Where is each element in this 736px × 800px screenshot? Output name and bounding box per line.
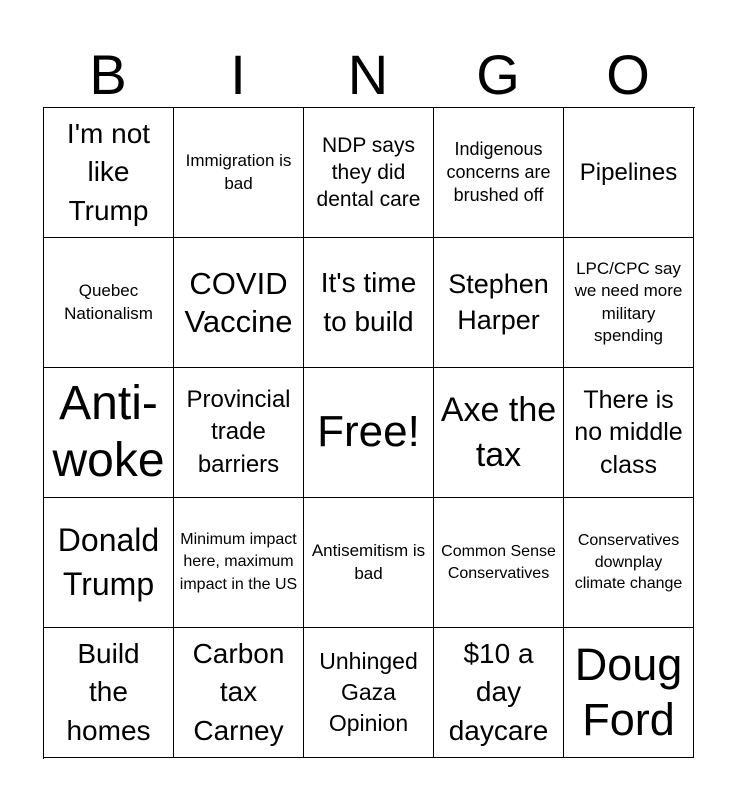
header-letter-n: N [347, 43, 389, 106]
cell-text: Provincial trade barriers [186, 385, 291, 478]
bingo-cell-25[interactable] [564, 628, 694, 758]
bingo-cell-19[interactable] [434, 498, 564, 628]
cell-text: Pipelines [579, 158, 678, 186]
cell-text: I'm not like Trump [66, 117, 151, 226]
bingo-cell-5[interactable] [564, 108, 694, 238]
bingo-cell-6[interactable] [44, 238, 174, 368]
cell-text: Axe the tax [440, 391, 557, 474]
cell-text: COVID Vaccine [184, 265, 293, 339]
bingo-cell-23[interactable] [304, 628, 434, 758]
bingo-cell-15[interactable] [564, 368, 694, 498]
cell-text: Carbon tax Carney [192, 637, 285, 746]
bingo-cell-11[interactable] [44, 368, 174, 498]
cell-text: LPC/CPC say we need more military spending [574, 259, 683, 345]
cell-text: $10 a day daycare [448, 637, 549, 746]
bingo-cell-9[interactable] [434, 238, 564, 368]
bingo-cell-20[interactable] [564, 498, 694, 628]
cell-text: Stephen Harper [448, 268, 549, 335]
cell-text: Antisemitism is bad [311, 541, 426, 583]
cell-text: Quebec Nationalism [64, 281, 153, 323]
cell-text: It's time to build [320, 266, 417, 337]
bingo-cell-22[interactable] [174, 628, 304, 758]
bingo-cell-12[interactable] [174, 368, 304, 498]
cell-text: Build the homes [66, 637, 151, 746]
header-letter-i: I [230, 43, 246, 106]
cell-text: Common Sense Conservatives [441, 542, 556, 582]
cell-text: There is no middle class [574, 385, 683, 479]
bingo-cell-17[interactable] [174, 498, 304, 628]
cell-text: Donald Trump [57, 521, 160, 602]
bingo-cell-24[interactable] [434, 628, 564, 758]
bingo-board [43, 107, 695, 759]
header-letter-b: B [89, 43, 127, 106]
bingo-cell-1[interactable] [44, 108, 174, 238]
free-space-text: Free! [317, 407, 420, 457]
header-letter-g: G [476, 43, 520, 106]
cell-text: Anti-woke [52, 376, 165, 487]
cell-text: Indigenous concerns are brushed off [446, 138, 551, 206]
bingo-cell-8[interactable] [304, 238, 434, 368]
bingo-cell-18[interactable] [304, 498, 434, 628]
bingo-cell-16[interactable] [44, 498, 174, 628]
bingo-cell-3[interactable] [304, 108, 434, 238]
bingo-cell-14[interactable] [434, 368, 564, 498]
cell-text: Immigration is bad [185, 151, 292, 193]
cell-text: Conservatives downplay climate change [574, 531, 683, 593]
bingo-header [43, 42, 693, 108]
cell-text: Minimum impact here, maximum impact in the US [179, 531, 298, 593]
bingo-cell-7[interactable] [174, 238, 304, 368]
bingo-cell-13[interactable] [304, 368, 434, 498]
bingo-cell-21[interactable] [44, 628, 174, 758]
bingo-cell-4[interactable] [434, 108, 564, 238]
cell-text: Unhinged Gaza Opinion [319, 647, 418, 737]
header-letter-o: O [606, 43, 650, 106]
cell-text: NDP says they did dental care [316, 133, 421, 212]
cell-text: Doug Ford [574, 638, 683, 745]
bingo-cell-10[interactable] [564, 238, 694, 368]
bingo-cell-2[interactable] [174, 108, 304, 238]
